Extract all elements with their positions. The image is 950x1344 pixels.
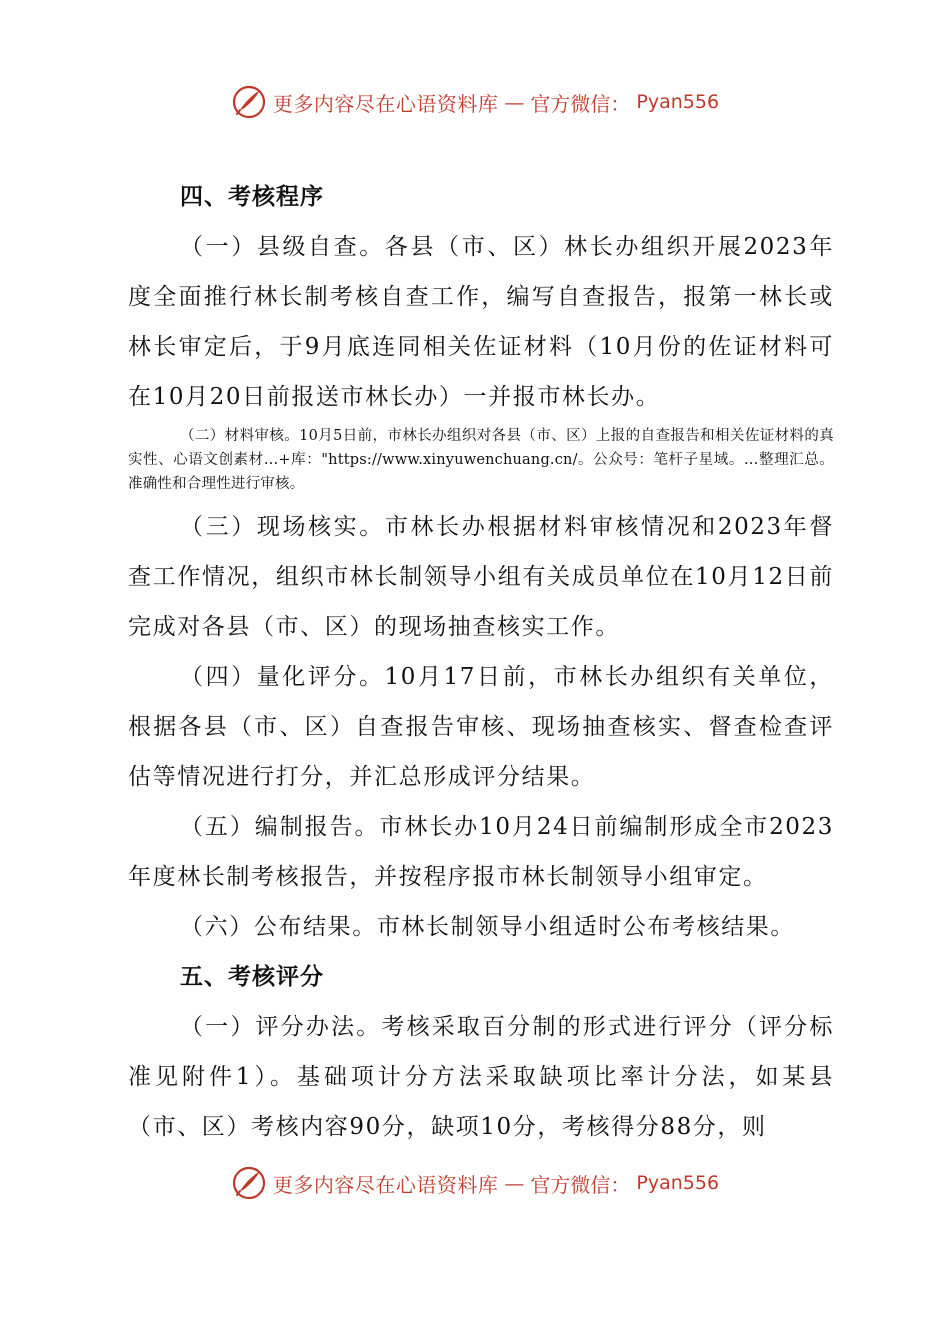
banner-site-name: 更多内容尽在心语资料库 [272,91,499,116]
section-4-para-5: （五）编制报告。市林长办10月24日前编制形成全市2023年度林长制考核报告，并按程序报市林长制领导小组审定。 [128,814,834,890]
banner-wechat-id: Pyan556 [636,1172,720,1194]
section-5-heading: 五、考核评分 [180,964,324,990]
banner-separator: — [504,1171,525,1195]
banner-site-name: 更多内容尽在心语资料库 [272,1172,499,1197]
footer-banner [0,1163,950,1203]
banner-wechat-label: 官方微信： [530,1172,631,1197]
section-4-para-3: （三）现场核实。市林长办根据材料审核情况和2023年督查工作情况，组织市林长制领导小组有关成员单位在10月12日前完成对各县（市、区）的现场抽查核实工作。 [128,514,834,640]
section-4-heading: 四、考核程序 [180,184,324,210]
banner-wechat-label: 官方微信： [530,91,631,116]
quill-pen-logo-icon [231,1165,267,1201]
section-4-para-4: （四）量化评分。10月17日前，市林长办组织有关单位，根据各县（市、区）自查报告审核、现场抽查核实、督查检查评估等情况进行打分，并汇总形成评分结果。 [128,664,834,790]
banner-separator: — [504,90,525,114]
quill-pen-logo-icon [231,84,267,120]
header-banner [0,82,950,122]
section-4-para-1: （一）县级自查。各县（市、区）林长办组织开展2023年度全面推行林长制考核自查工作，编写自查报告，报第一林长或林长审定后，于9月底连同相关佐证材料（10月份的佐证材料可在10月20日前报送市林长办）一并报市林长办。 [128,234,834,410]
banner-wechat-id: Pyan556 [636,91,720,113]
document-body [128,172,834,1152]
section-4-para-2: （二）材料审核。10月5日前，市林长办组织对各县（市、区）上报的自查报告和相关佐证材料的真实性、心语文创素材…+库："https://www.xinyuwenchuang.cn/。公众号：笔杆子星域。…整理汇总。准确性和合理性进行审核。 [128,428,834,492]
section-5-para-1: （一）评分办法。考核采取百分制的形式进行评分（评分标准见附件1）。基础项计分方法采取缺项比率计分法，如某县（市、区）考核内容90分，缺项10分，考核得分88分，则 [128,1014,834,1140]
section-4-para-6: （六）公布结果。市林长制领导小组适时公布考核结果。 [180,914,795,940]
